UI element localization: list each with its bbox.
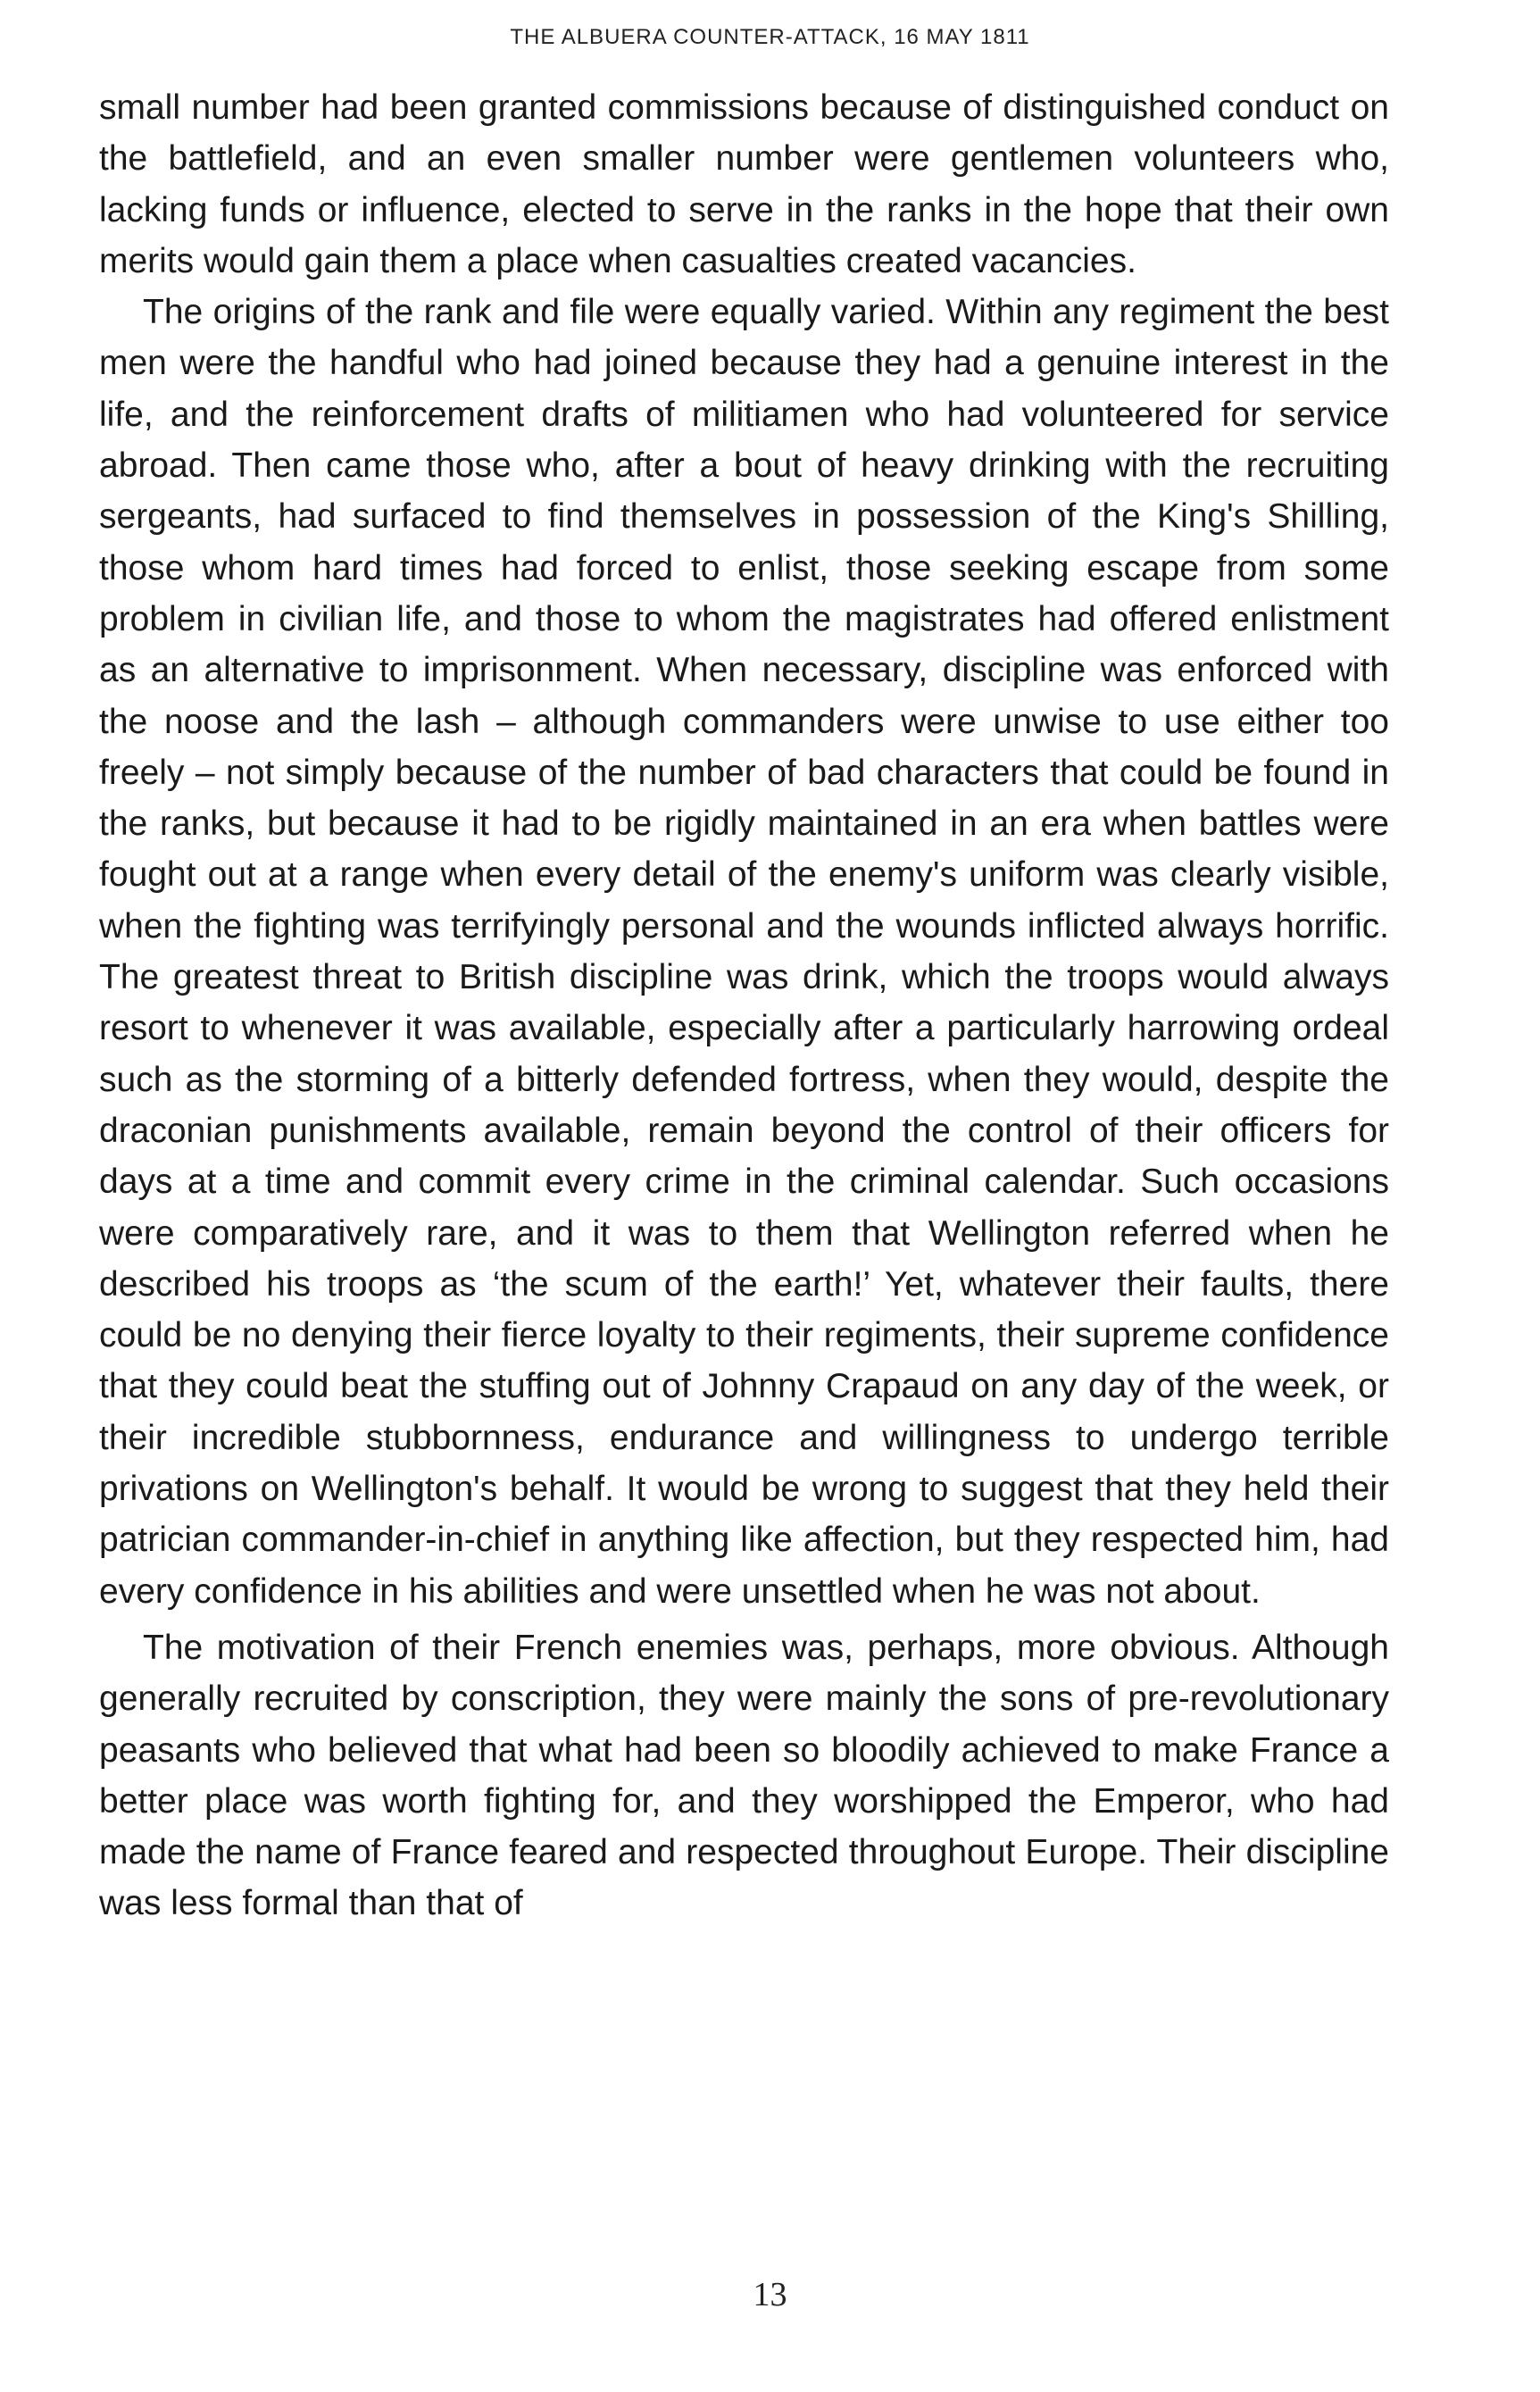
- page-number: 13: [753, 2276, 787, 2313]
- body-text: [99, 82, 1389, 1929]
- paragraph-french-motivation: The motivation of their French enemies was, perhaps, more obvious. Although generally recruited by conscription, they were mainly the sons of pre-revolutionary peasants who believed that what had been so bloodily achieved to make France a better place was worth fighting for, and they worshipped the Emperor, who had made the name of France feared and respected throughout Europe. Their discipline was less formal than that of: [99, 1628, 1389, 1923]
- paragraph-rank-and-file: The origins of the rank and file were equally varied. Within any regiment the best men were the handful who had joined because they had a genuine interest in the life, and the reinforcement drafts of militiamen who had volunteered for service abroad. Then came those who, after a bout of heavy drinking with the recruiting sergeants, had surfaced to find themselves in possession of the King's Shilling, those whom hard times had forced to enlist, those seeking escape from some problem in civilian life, and those to whom the magistrates had offered enlistment as an alternative to imprisonment. When necessary, discipline was enforced with the noose and the lash – although commanders were unwise to use either too freely – not simply because of the number of bad characters that could be found in the ranks, but because it had to be rigidly maintained in an era when battles were fought out at a range when every detail of the enemy's uniform was clearly visible, when the fighting was terrifyingly personal and the wounds inflicted always horrific. The greatest threat to British discipline was drink, which the troops would always resort to whenever it was available, especially after a particularly harrowing ordeal such as the storming of a bitterly defended fortress, when they would, despite the draconian punishments available, remain beyond the control of their officers for days at a time and commit every crime in the criminal calendar. Such occasions were comparatively rare, and it was to them that Wellington referred when he described his troops as ‘the scum of the earth!’ Yet, whatever their faults, there could be no denying their fierce loyalty to their regiments, their supreme confidence that they could beat the stuffing out of Johnny Crapaud on any day of the week, or their incredible stubbornness, endurance and willingness to undergo terrible privations on Wellington's behalf. It would be wrong to suggest that they held their patrician commander-in-chief in anything like affection, but they respected him, had every confidence in his abilities and were unsettled when he was not about.: [99, 293, 1389, 1611]
- running-header: THE ALBUERA COUNTER-ATTACK, 16 MAY 1811: [510, 25, 1030, 49]
- paragraph-continued: small number had been granted commissions because of distinguished conduct on the battlefield, and an even smaller number were gentlemen volunteers who, lacking funds or influence, elected to serve in the ranks in the hope that their own merits would gain them a place when casualties created vacancies.: [99, 88, 1389, 280]
